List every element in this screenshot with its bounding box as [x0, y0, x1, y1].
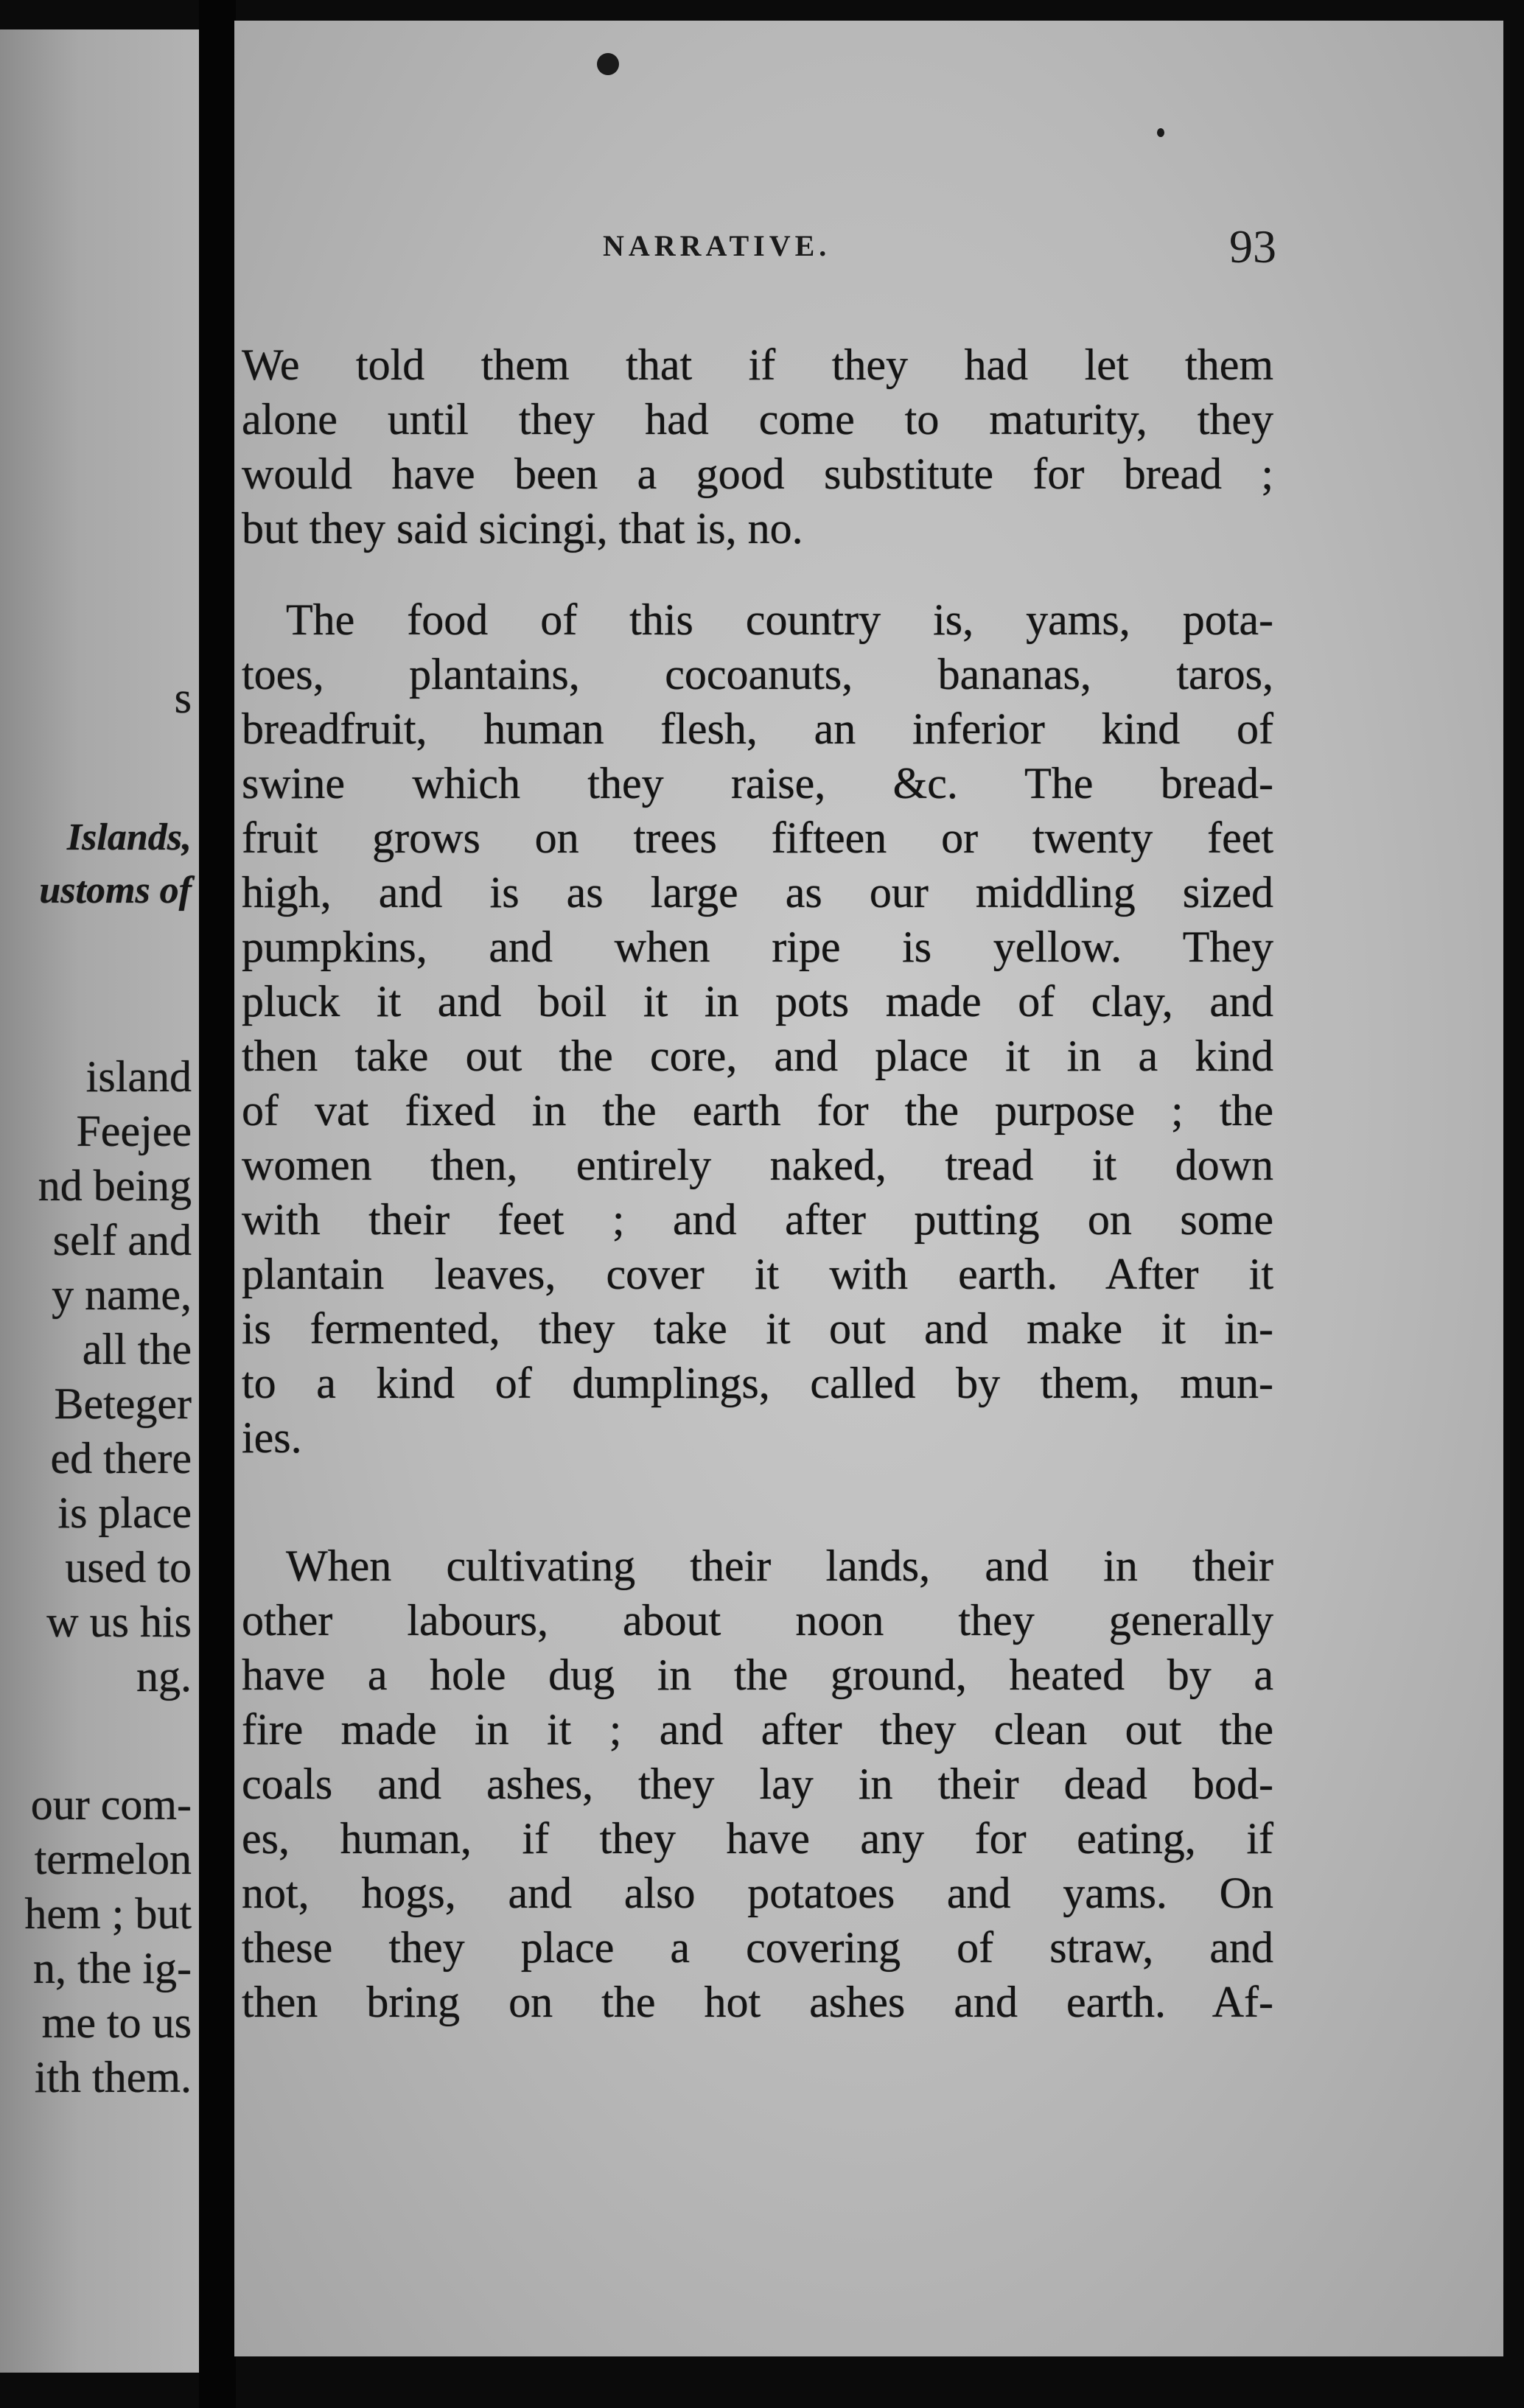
- text-line: plantain leaves, cover it with earth. After it: [242, 1250, 1273, 1298]
- left-page-line: ustoms of: [39, 869, 192, 911]
- left-page-line: all the: [82, 1325, 192, 1373]
- left-page-line: our com-: [30, 1780, 192, 1829]
- text-line: pluck it and boil it in pots made of clay, and: [242, 977, 1273, 1026]
- text-line: The food of this country is, yams, pota-: [286, 595, 1273, 644]
- left-page-line: is place: [57, 1488, 192, 1537]
- text-line: fruit grows on trees fifteen or twenty feet: [242, 813, 1273, 862]
- left-page-line: y name,: [52, 1270, 192, 1319]
- text-line: swine which they raise, &c. The bread-: [242, 759, 1273, 808]
- text-line: but they said sicingi, that is, no.: [242, 504, 803, 553]
- text-line: with their feet ; and after putting on some: [242, 1195, 1273, 1244]
- main-page: [234, 21, 1503, 2356]
- text-line: would have been a good substitute for bread ;: [242, 449, 1273, 498]
- text-line: women then, entirely naked, tread it down: [242, 1141, 1273, 1189]
- left-page-line: nd being: [38, 1161, 192, 1210]
- ink-speck: [1157, 128, 1164, 137]
- page-number: 93: [1229, 220, 1276, 273]
- text-line: ies.: [242, 1413, 302, 1462]
- left-page-line: self and: [52, 1216, 192, 1264]
- ink-speck: [597, 53, 619, 75]
- text-line: pumpkins, and when ripe is yellow. They: [242, 923, 1273, 971]
- text-line: When cultivating their lands, and in their: [286, 1541, 1273, 1590]
- text-line: We told them that if they had let them: [242, 340, 1273, 389]
- left-page-fragment: [0, 29, 199, 2373]
- text-line: not, hogs, and also potatoes and yams. On: [242, 1869, 1273, 1917]
- text-line: toes, plantains, cocoanuts, bananas, taros,: [242, 650, 1273, 699]
- text-line: then take out the core, and place it in a kind: [242, 1032, 1273, 1080]
- book-gutter: [199, 0, 236, 2408]
- left-page-line: Beteger: [54, 1379, 192, 1428]
- text-line: alone until they had come to maturity, they: [242, 395, 1273, 444]
- left-page-line: n, the ig-: [33, 1944, 192, 1992]
- text-line: then bring on the hot ashes and earth. Af-: [242, 1978, 1273, 2026]
- left-page-line: Feejee: [76, 1107, 192, 1155]
- left-page-line: island: [85, 1052, 192, 1101]
- left-page-line: termelon: [34, 1835, 192, 1883]
- text-line: breadfruit, human flesh, an inferior kind of: [242, 704, 1273, 753]
- running-head: NARRATIVE.: [603, 229, 831, 262]
- text-line: is fermented, they take it out and make it in-: [242, 1304, 1273, 1353]
- left-page-line: ng.: [136, 1652, 192, 1701]
- left-page-line: hem ; but: [24, 1889, 192, 1938]
- left-page-line: ed there: [50, 1434, 192, 1483]
- text-line: to a kind of dumplings, called by them, mun-: [242, 1359, 1273, 1407]
- left-page-line: used to: [65, 1543, 192, 1592]
- text-line: other labours, about noon they generally: [242, 1596, 1273, 1645]
- left-page-line: me to us: [41, 1998, 192, 2047]
- text-line: of vat fixed in the earth for the purpose ; the: [242, 1086, 1273, 1135]
- left-page-line: s: [174, 673, 192, 722]
- text-line: these they place a covering of straw, and: [242, 1923, 1273, 1972]
- left-page-line: w us his: [46, 1597, 192, 1646]
- text-line: have a hole dug in the ground, heated by a: [242, 1651, 1273, 1699]
- text-line: coals and ashes, they lay in their dead bod-: [242, 1760, 1273, 1808]
- left-page-line: ith them.: [34, 2053, 192, 2101]
- left-page-line: Islands,: [66, 816, 192, 858]
- text-line: fire made in it ; and after they clean out the: [242, 1705, 1273, 1754]
- text-line: high, and is as large as our middling sized: [242, 868, 1273, 917]
- text-line: es, human, if they have any for eating, if: [242, 1814, 1273, 1863]
